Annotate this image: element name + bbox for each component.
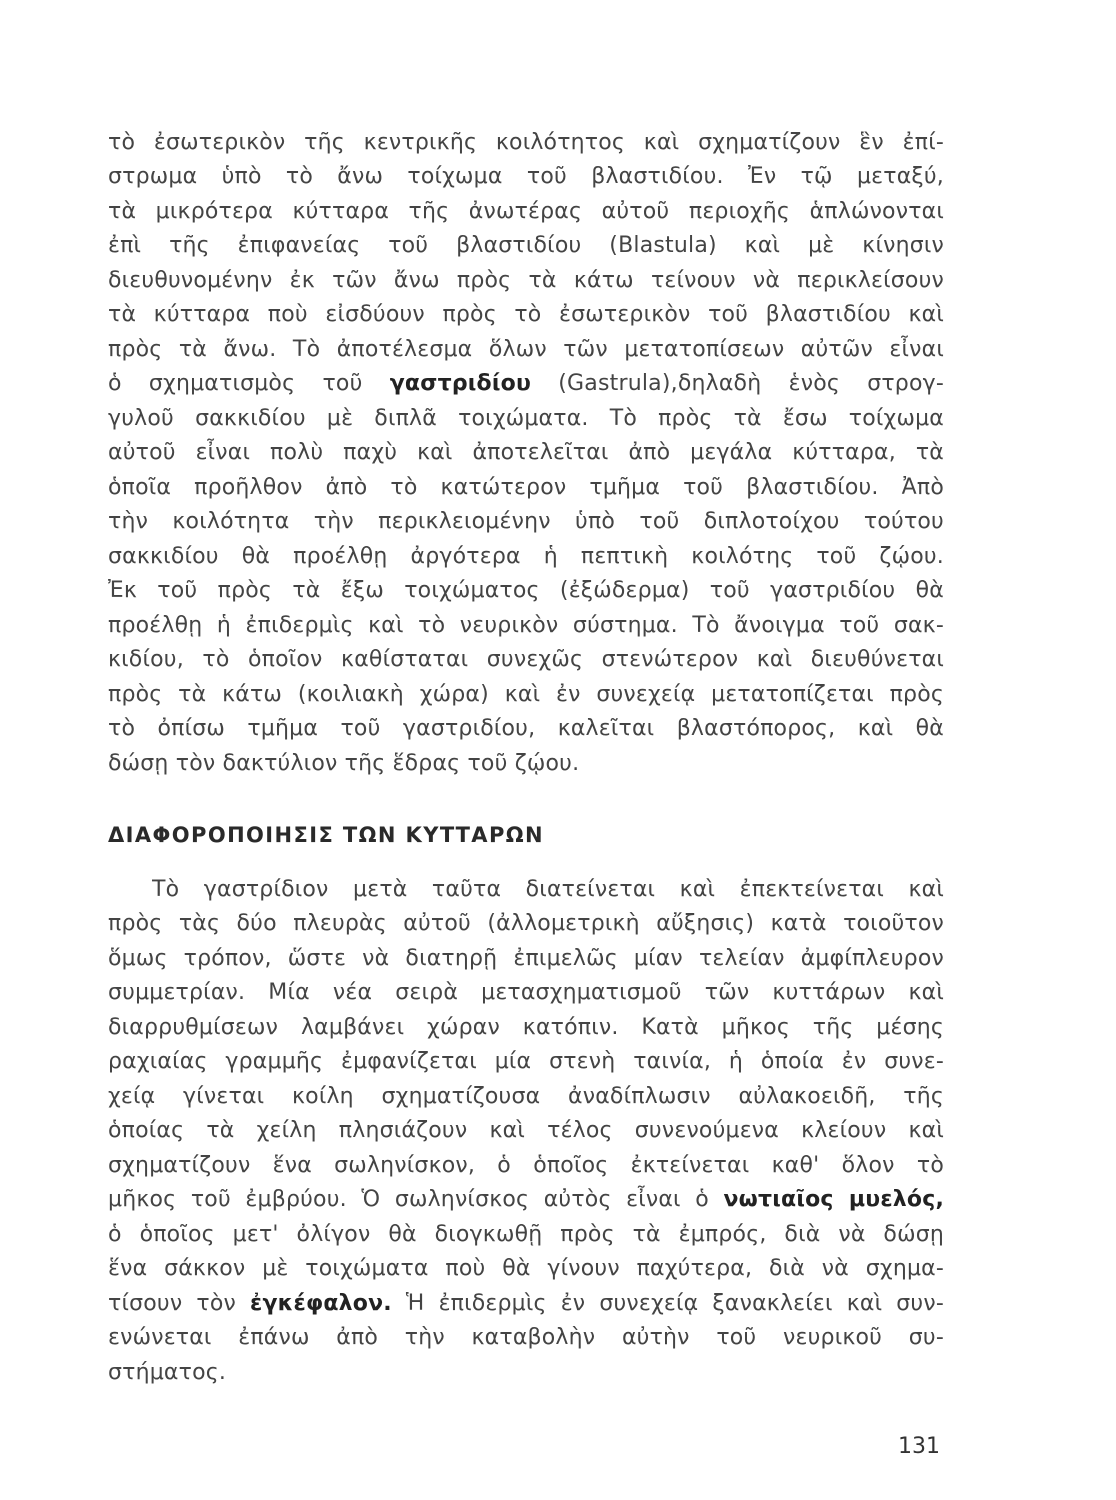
text-line: Τὸ γαστρίδιον μετὰ ταῦτα διατείνεται καὶ ἐπεκτείνεται καὶ <box>152 877 944 902</box>
text-line: σχηματίζουν ἕνα σωληνίσκον, ὁ ὁποῖος ἐκτείνεται καθ' ὅλον τὸ <box>108 1153 944 1178</box>
text-line: ραχιαίας γραμμῆς ἐμφανίζεται μία στενὴ ταινία, ἡ ὁποία ἐν συνε- <box>108 1049 944 1074</box>
text-line: τὸ ἐσωτερικὸν τῆς κεντρικῆς κοιλότητος καὶ σχηματίζουν ἓν ἐπί- <box>108 130 944 155</box>
text-line: αὐτοῦ εἶναι πολὺ παχὺ καὶ ἀποτελεῖται ἀπὸ μεγάλα κύτταρα, τὰ <box>108 440 944 465</box>
text-line: ὁ ὁποῖος μετ' ὀλίγον θὰ διογκωθῇ πρὸς τὰ ἐμπρός, διὰ νὰ δώσῃ <box>108 1222 944 1247</box>
text-fragment: μῆκος τοῦ ἐμβρύου. Ὁ σωληνίσκος αὐτὸς εἶναι ὁ <box>108 1187 724 1212</box>
text-line: διευθυνομένην ἐκ τῶν ἄνω πρὸς τὰ κάτω τείνουν νὰ περικλείσουν <box>108 268 944 293</box>
text-line: ὁποίας τὰ χείλη πλησιάζουν καὶ τέλος συνενούμενα κλείουν καὶ <box>108 1118 944 1143</box>
text-line: κιδίου, τὸ ὁποῖον καθίσταται συνεχῶς στενώτερον καὶ διευθύνεται <box>108 647 944 672</box>
text-line: ἕνα σάκκον μὲ τοιχώματα ποὺ θὰ γίνουν παχύτερα, διὰ νὰ σχημα- <box>108 1256 944 1281</box>
text-line: τὰ κύτταρα ποὺ εἰσδύουν πρὸς τὸ ἐσωτερικὸν τοῦ βλαστιδίου καὶ <box>108 302 944 327</box>
text-line: δώσῃ τὸν δακτύλιον τῆς ἕδρας τοῦ ζῴου. <box>108 751 580 776</box>
text-line: χείᾳ γίνεται κοίλη σχηματίζουσα ἀναδίπλωσιν αὐλακοειδῆ, τῆς <box>108 1084 944 1109</box>
bold-term-gastrula: γαστριδίου <box>389 371 532 396</box>
text-line: τὰ μικρότερα κύτταρα τῆς ἀνωτέρας αὐτοῦ περιοχῆς ἁπλώνονται <box>108 199 944 224</box>
text-line <box>108 1287 944 1321</box>
bold-term-spinal-cord: νωτιαῖος μυελός, <box>723 1187 944 1212</box>
text-line: ὅμως τρόπον, ὥστε νὰ διατηρῇ ἐπιμελῶς μίαν τελείαν ἀμφίπλευρον <box>108 946 944 971</box>
text-line: Ἐκ τοῦ πρὸς τὰ ἔξω τοιχώματος (ἐξώδερμα) τοῦ γαστριδίου θὰ <box>108 578 944 603</box>
text-line: ενώνεται ἐπάνω ἀπὸ τὴν καταβολὴν αὐτὴν τοῦ νευρικοῦ συ- <box>108 1325 944 1350</box>
text-fragment: Ἡ ἐπιδερμὶς ἐν συνεχείᾳ ξανακλείει καὶ συν- <box>391 1291 944 1316</box>
text-line <box>108 1183 944 1217</box>
bold-term-brain: ἐγκέφαλον. <box>250 1291 392 1316</box>
text-line <box>108 367 944 401</box>
page-number: 131 <box>898 1434 940 1459</box>
text-line: πρὸς τὰ κάτω (κοιλιακὴ χώρα) καὶ ἐν συνεχείᾳ μετατοπίζεται πρὸς <box>108 682 944 707</box>
text-line: συμμετρίαν. Μία νέα σειρὰ μετασχηματισμοῦ τῶν κυττάρων καὶ <box>108 980 944 1005</box>
section-heading: ΔΙΑΦΟΡΟΠΟΙΗΣΙΣ ΤΩΝ ΚΥΤΤΑΡΩΝ <box>108 823 544 847</box>
text-line: πρὸς τὰ ἄνω. Τὸ ἀποτέλεσμα ὅλων τῶν μετατοπίσεων αὐτῶν εἶναι <box>108 337 944 362</box>
text-line: γυλοῦ σακκιδίου μὲ διπλᾶ τοιχώματα. Τὸ πρὸς τὰ ἔσω τοίχωμα <box>108 406 944 431</box>
text-fragment: ὁ σχηματισμὸς τοῦ <box>108 371 390 396</box>
text-line: πρὸς τὰς δύο πλευρὰς αὐτοῦ (ἀλλομετρικὴ αὔξησις) κατὰ τοιοῦτον <box>108 911 944 936</box>
text-line: τὸ ὀπίσω τμῆμα τοῦ γαστριδίου, καλεῖται βλαστόπορος, καὶ θὰ <box>108 716 944 741</box>
text-line: σακκιδίου θὰ προέλθῃ ἀργότερα ἡ πεπτικὴ κοιλότης τοῦ ζῴου. <box>108 544 944 569</box>
text-line: στήματος. <box>108 1360 227 1385</box>
text-line: διαρρυθμίσεων λαμβάνει χώραν κατόπιν. Κατὰ μῆκος τῆς μέσης <box>108 1015 944 1040</box>
text-fragment: τίσουν τὸν <box>108 1291 251 1316</box>
text-line: προέλθῃ ἡ ἐπιδερμὶς καὶ τὸ νευρικὸν σύστημα. Τὸ ἄνοιγμα τοῦ σακ- <box>108 613 944 638</box>
text-line: ὁποῖα προῆλθον ἀπὸ τὸ κατώτερον τμῆμα τοῦ βλαστιδίου. Ἀπὸ <box>108 475 944 500</box>
text-line: τὴν κοιλότητα τὴν περικλειομένην ὑπὸ τοῦ διπλοτοίχου τούτου <box>108 509 944 534</box>
text-fragment: (Gastrula),δηλαδὴ ἑνὸς στρογ- <box>531 371 944 396</box>
text-line: ἐπὶ τῆς ἐπιφανείας τοῦ βλαστιδίου (Blastula) καὶ μὲ κίνησιν <box>108 233 944 258</box>
text-line: στρωμα ὑπὸ τὸ ἄνω τοίχωμα τοῦ βλαστιδίου. Ἐν τῷ μεταξύ, <box>108 164 944 189</box>
